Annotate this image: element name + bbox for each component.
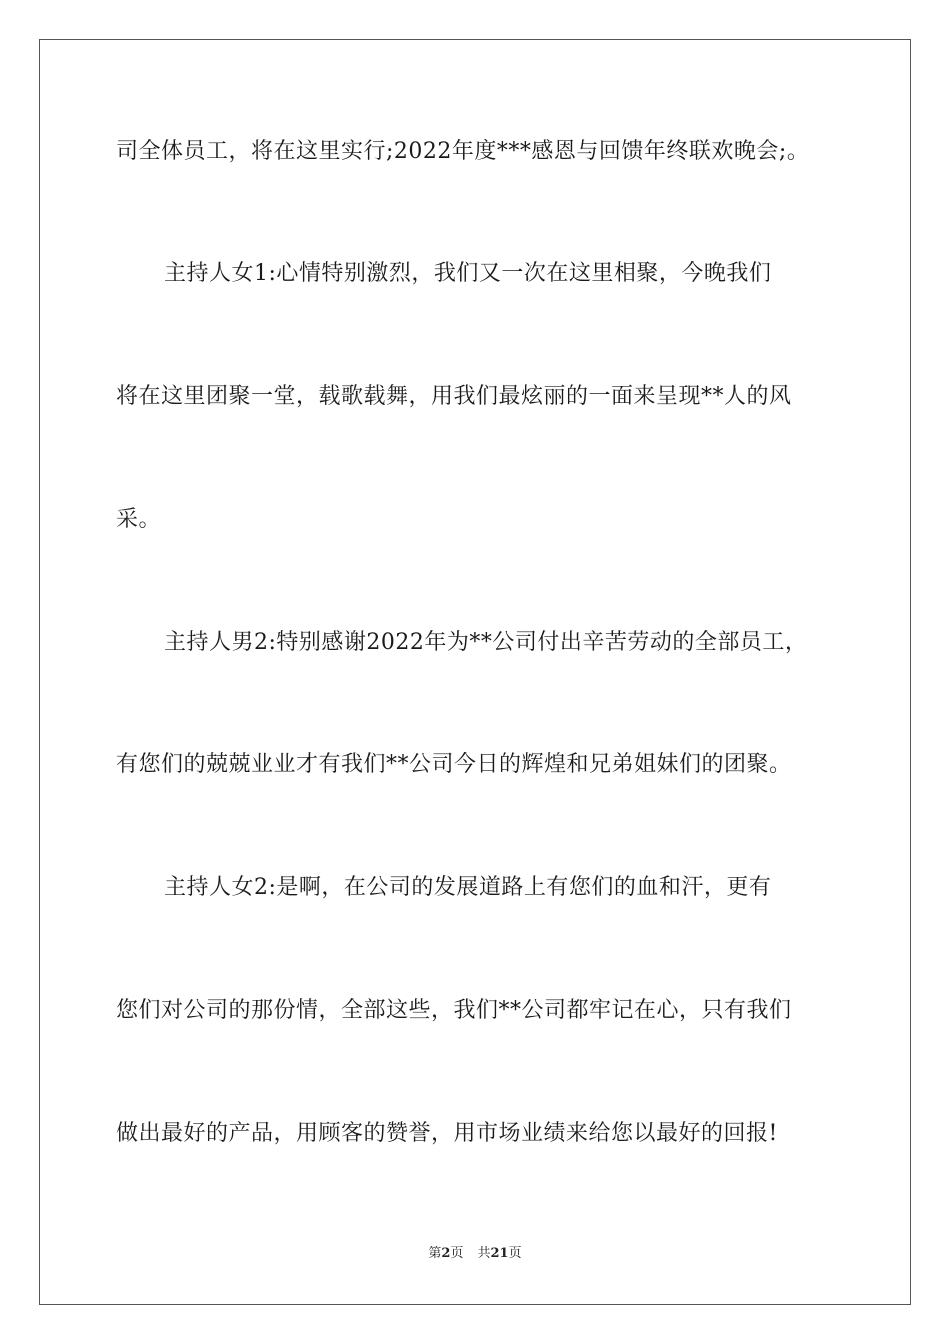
total-prefix: 共	[477, 1246, 491, 1261]
paragraph-line: 主持人女1:心情特别激烈，我们又一次在这里相聚，今晚我们	[164, 261, 772, 286]
page-border	[39, 39, 911, 1305]
paragraph-line: 采。	[116, 507, 162, 532]
total-suffix: 页	[508, 1246, 522, 1261]
paragraph-line: 司全体员工，将在这里实行;2022年度***感恩与回馈年终联欢晚会;。	[116, 139, 810, 164]
paragraph-line: 将在这里团聚一堂，载歌载舞，用我们最炫丽的一面来呈现**人的风	[116, 384, 792, 409]
page-footer	[0, 1245, 950, 1263]
page-prefix: 第	[428, 1246, 442, 1261]
paragraph-line: 有您们的兢兢业业才有我们**公司今日的辉煌和兄弟姐妹们的团聚。	[116, 752, 792, 777]
paragraph-line: 主持人女2:是啊，在公司的发展道路上有您们的血和汗，更有	[164, 875, 772, 900]
paragraph-line: 主持人男2:特别感谢2022年为**公司付出辛苦劳动的全部员工，	[164, 630, 808, 655]
page-number: 2	[441, 1246, 451, 1261]
page-suffix: 页	[450, 1246, 464, 1261]
paragraph-line: 您们对公司的那份情，全部这些，我们**公司都牢记在心，只有我们	[116, 998, 792, 1023]
total-pages: 21	[490, 1246, 509, 1261]
paragraph-line: 做出最好的产品，用顾客的赞誉，用市场业绩来给您以最好的回报!	[116, 1121, 778, 1146]
